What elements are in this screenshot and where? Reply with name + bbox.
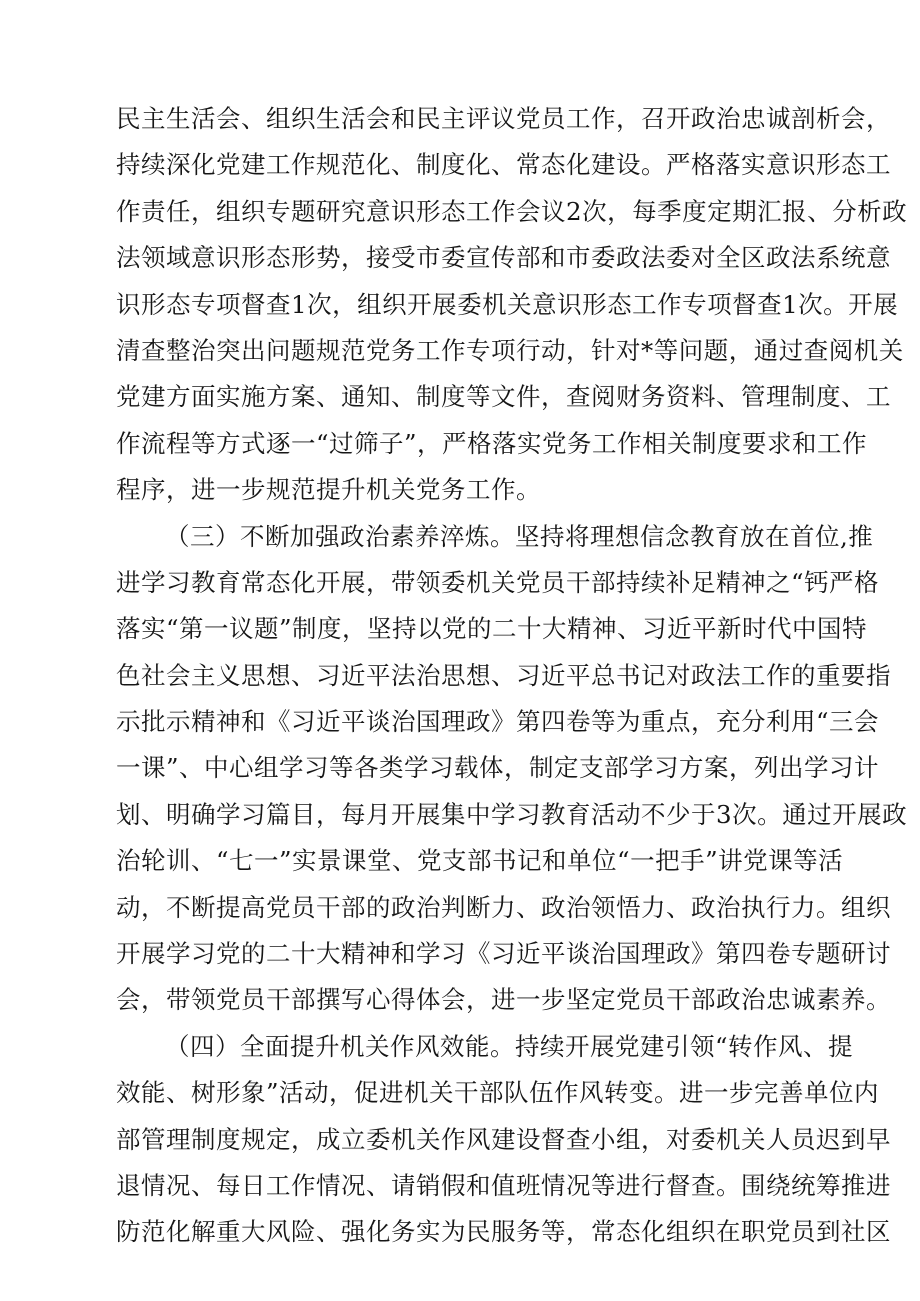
text-line: 效能、树形象”活动，促进机关干部队伍作风转变。进一步完善单位内: [116, 1078, 880, 1108]
text-line: 示批示精神和《习近平谈治国理政》第四卷等为重点，充分利用“三会: [116, 707, 880, 737]
text-line: 落实“第一议题”制度，坚持以党的二十大精神、习近平新时代中国特: [116, 614, 868, 644]
text-line-indented: （三）不断加强政治素养淬炼。坚持将理想信念教育放在首位,推: [165, 521, 874, 551]
text-line: 识形态专项督查1次，组织开展委机关意识形态工作专项督查1次。开展: [116, 289, 899, 319]
text-line: 防范化解重大风险、强化务实为民服务等，常态化组织在职党员到社区: [116, 1217, 891, 1247]
text-line: 作流程等方式逐一“过筛子”，严格落实党务工作相关制度要求和工作: [116, 428, 868, 458]
text-line: 会，带领党员干部撰写心得体会，进一步坚定党员干部政治忠诚素养。: [116, 985, 891, 1015]
text-line-indented: （四）全面提升机关作风效能。持续开展党建引领“转作风、提: [165, 1031, 854, 1061]
document-body: [116, 96, 908, 1256]
text-line: 部管理制度规定，成立委机关作风建设督查小组，对委机关人员迟到早: [116, 1124, 891, 1154]
text-line: 退情况、每日工作情况、请销假和值班情况等进行督查。围绕统筹推进: [116, 1170, 891, 1200]
text-line: 程序，进一步规范提升机关党务工作。: [116, 475, 541, 505]
text-line: 党建方面实施方案、通知、制度等文件，查阅财务资料、管理制度、工: [116, 382, 891, 412]
text-line: 法领域意识形态形势，接受市委宣传部和市委政法委对全区政法系统意: [116, 243, 891, 273]
paragraph-political-literacy: [116, 514, 908, 1024]
text-line: 开展学习党的二十大精神和学习《习近平谈治国理政》第四卷专题研讨: [116, 939, 891, 969]
text-line: 作责任，组织专题研究意识形态工作会议2次，每季度定期汇报、分析政: [116, 196, 908, 226]
paragraph-party-affairs: [116, 96, 908, 514]
text-line: 划、明确学习篇目，每月开展集中学习教育活动不少于3次。通过开展政: [116, 799, 908, 829]
text-line: 清查整治突出问题规范党务工作专项行动，针对*等问题，通过查阅机关: [116, 335, 904, 365]
text-line: 色社会主义思想、习近平法治思想、习近平总书记对政法工作的重要指: [116, 660, 891, 690]
paragraph-work-style: [116, 1024, 891, 1256]
text-line: 民主生活会、组织生活会和民主评议党员工作，召开政治忠诚剖析会，: [116, 104, 891, 133]
text-line: 治轮训、“七一”实景课堂、党支部书记和单位“一把手”讲党课等活: [116, 846, 844, 876]
text-line: 进学习教育常态化开展，带领委机关党员干部持续补足精神之“钙严格: [116, 567, 880, 597]
text-line: 一课”、中心组学习等各类学习载体，制定支部学习方案，列出学习计: [116, 753, 880, 783]
text-line: 持续深化党建工作规范化、制度化、常态化建设。严格落实意识形态工: [116, 150, 891, 180]
text-line: 动，不断提高党员干部的政治判断力、政治领悟力、政治执行力。组织: [116, 892, 891, 922]
